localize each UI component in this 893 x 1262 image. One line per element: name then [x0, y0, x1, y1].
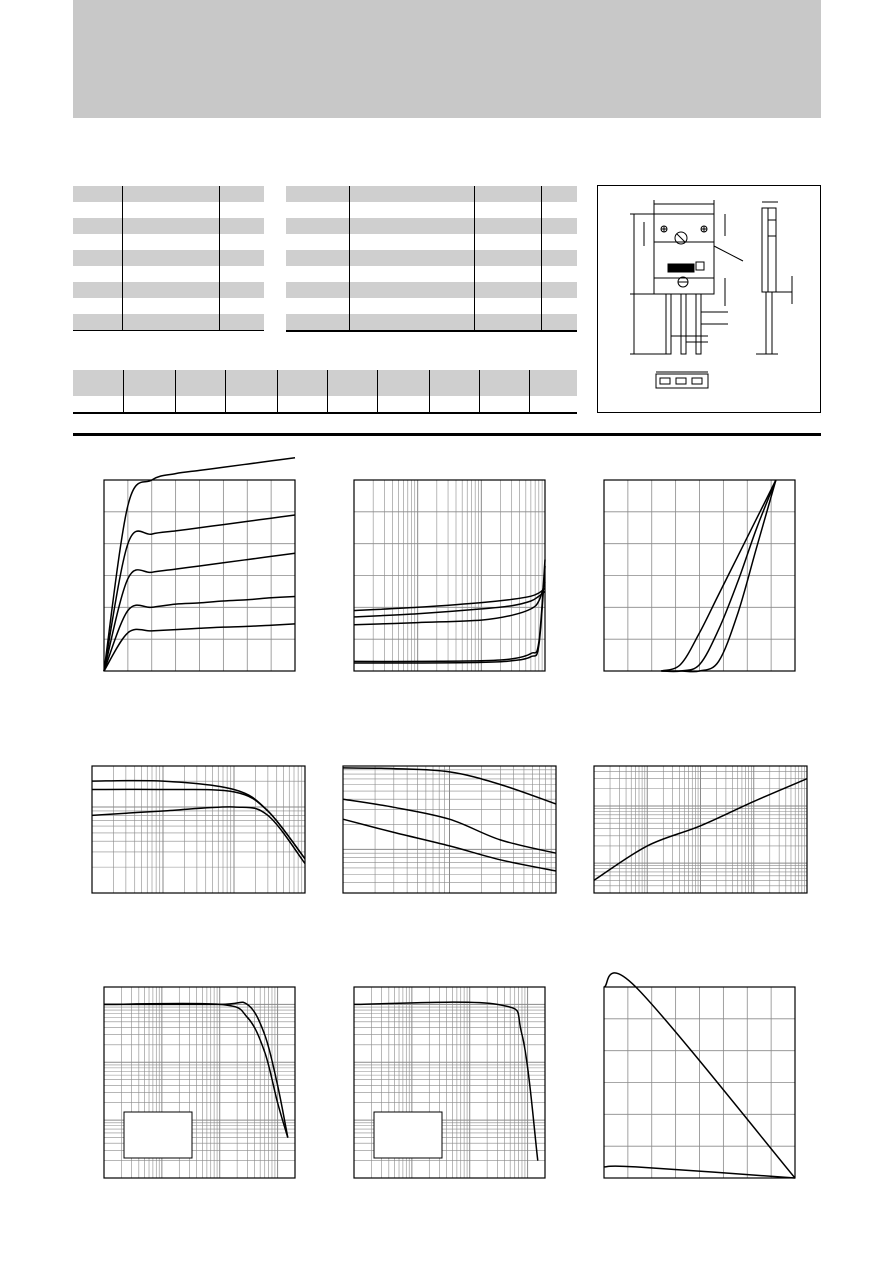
- package-outline-drawing: [598, 186, 822, 414]
- table-row: [73, 202, 264, 218]
- table-row: [73, 298, 264, 314]
- package-body-side: [762, 208, 776, 292]
- lead-collector: [681, 294, 686, 354]
- table-row: [73, 314, 264, 331]
- grid-lines: [604, 987, 795, 1178]
- section-divider: [73, 433, 821, 436]
- graph-switching-time: [343, 766, 556, 893]
- lead-base: [666, 294, 671, 354]
- absolute-max-ratings-table: [73, 186, 264, 331]
- table-row: [286, 298, 577, 314]
- graph-power-derating: [604, 987, 795, 1178]
- table-row: [286, 250, 577, 266]
- lead-emitter: [696, 294, 701, 354]
- table-header-row: [73, 370, 577, 396]
- table-row: [73, 396, 577, 413]
- table-header-row: [286, 186, 577, 202]
- series-line-curve-2: [92, 789, 305, 858]
- grid-lines: [594, 766, 807, 893]
- table-row: [286, 202, 577, 218]
- graph-safe-operating-area-2: [354, 987, 545, 1178]
- grid-lines: [604, 480, 795, 671]
- table-header-row: [73, 186, 264, 202]
- table-row: [73, 282, 264, 298]
- grid-lines: [354, 480, 545, 671]
- graph-vce-sat: [354, 480, 545, 671]
- table-row: [73, 266, 264, 282]
- table-row: [286, 218, 577, 234]
- table-row: [73, 250, 264, 266]
- header-band: [73, 0, 821, 118]
- table-row: [286, 266, 577, 282]
- plot-frame: [92, 766, 305, 893]
- package-outline-box: [597, 185, 821, 413]
- graph-ic-vbe: [604, 480, 795, 671]
- electrical-characteristics-table: [286, 186, 577, 332]
- graph-hfe-ic: [92, 766, 305, 893]
- pin-view: [656, 374, 708, 388]
- table-row: [286, 234, 577, 250]
- table-row: [286, 314, 577, 331]
- series-line-curve-3: [354, 582, 545, 625]
- table-row: [286, 282, 577, 298]
- series-line-curve-4: [354, 560, 545, 662]
- grid-lines: [343, 766, 556, 893]
- series-line-curve-2: [354, 591, 545, 617]
- grid-lines: [104, 480, 295, 671]
- graph-ic-vce: [104, 480, 295, 671]
- table-row: [73, 234, 264, 250]
- grid-lines: [92, 766, 305, 893]
- graph-safe-operating-area-1: [104, 987, 295, 1178]
- table-row: [73, 218, 264, 234]
- hfe-rank-table: [73, 370, 577, 414]
- graph-transient-thermal-resistance: [594, 766, 807, 893]
- legend-box: [374, 1112, 442, 1158]
- legend-box: [124, 1112, 192, 1158]
